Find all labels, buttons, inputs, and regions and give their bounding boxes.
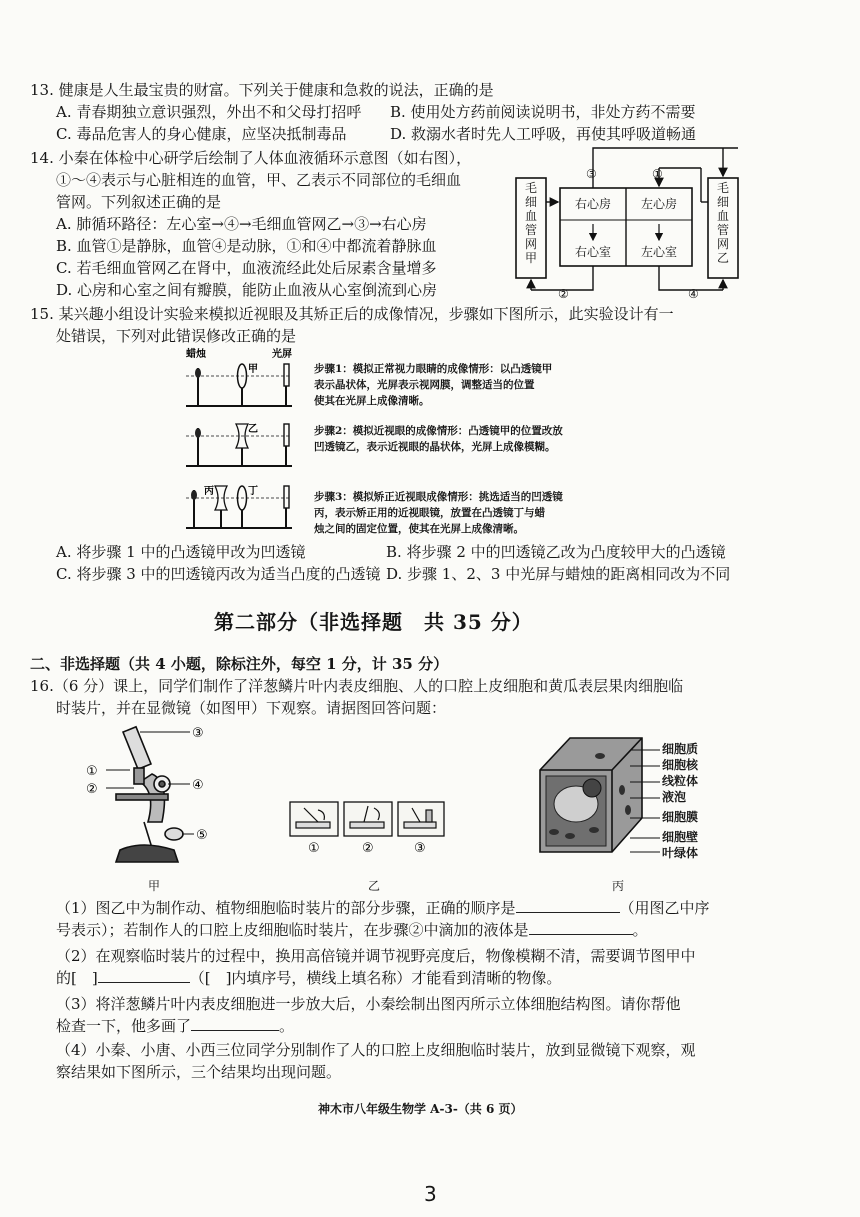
q15-stem-line1: 15. 某兴趣小组设计实验来模拟近视眼及其矫正后的成像情况，步骤如下图所示，此实验设计有一 [30, 305, 674, 323]
q16-p3-line2: 检查一下，他多画了 。 [56, 1017, 295, 1035]
svg-text:网: 网 [524, 237, 538, 251]
q13-option-d: D. 救溺水者时先人工呼吸，再使其呼吸道畅通 [390, 125, 697, 143]
microscope-part-1: ① [86, 764, 98, 779]
q16-p4-line2: 察结果如下图所示，三个结果均出现问题。 [56, 1063, 342, 1081]
q15-option-b: B. 将步骤 2 中的凹透镜乙改为凸度较甲大的凸透镜 [386, 543, 726, 561]
q16-p1-line2: 号表示）；若制作人的口腔上皮细胞临时装片，在步骤②中滴加的液体是 。 [56, 921, 648, 939]
slide-step-1: ① [308, 841, 320, 856]
q14-stem-line1: 14. 小秦在体检中心研学后绘制了人体血液循环示意图（如右图）， [30, 149, 472, 167]
q14-option-a: A. 肺循环路径：左心室→④→毛细血管网乙→③→右心房 [56, 215, 427, 233]
q14-option-c: C. 若毛细血管网乙在肾中，血液流经此处后尿素含量增多 [56, 259, 437, 277]
svg-text:细: 细 [716, 195, 730, 209]
step2-line2: 凹透镜乙，表示近视眼的晶状体，光屏上成像模糊。 [314, 441, 556, 453]
candle-label: 蜡烛 [186, 349, 206, 360]
fig-bing-caption: 丙 [612, 879, 625, 893]
step3-setup [186, 484, 292, 528]
cell-label-nucleus: 细胞核 [662, 758, 699, 772]
page-number: 3 [424, 1182, 437, 1206]
q13-option-c: C. 毒品危害人的身心健康，应坚决抵制毒品 [56, 125, 347, 143]
q15-option-a: A. 将步骤 1 中的凸透镜甲改为凹透镜 [56, 543, 306, 561]
q16-p1-line1: （1）图乙中为制作动、植物细胞临时装片的部分步骤，正确的顺序是 （用图乙中序 [56, 899, 710, 917]
slide-step-2: ② [362, 841, 374, 856]
slide-step-3: ③ [414, 841, 426, 856]
cell-label-cytoplasm: 细胞质 [662, 742, 699, 756]
fig-yi-caption: 乙 [368, 879, 381, 893]
svg-text:血: 血 [716, 209, 730, 223]
q13-option-b: B. 使用处方药前阅读说明书，非处方药不需要 [390, 103, 696, 121]
svg-text:乙: 乙 [716, 251, 730, 265]
vessel-4-label: ④ [688, 287, 699, 301]
right-atrium-label: 右心房 [574, 197, 612, 211]
q16-blank-4[interactable] [191, 1016, 279, 1031]
slide-steps-figure [286, 798, 446, 858]
step1-line2: 表示晶状体，光屏表示视网膜，调整适当的位置 [314, 379, 535, 391]
q14-stem-line3: 管网。下列叙述正确的是 [56, 193, 222, 211]
microscope-figure [82, 722, 222, 872]
cell-label-wall: 细胞壁 [662, 830, 699, 844]
q15-option-d: D. 步骤 1、2、3 中光屏与蜡烛的距离相同改为不同 [386, 565, 731, 583]
svg-text:管: 管 [716, 223, 730, 237]
q15-stem-line2: 处错误，下列对此错误修改正确的是 [56, 327, 297, 345]
svg-text:网: 网 [716, 237, 730, 251]
left-ventricle-label: 左心室 [640, 245, 678, 259]
part2-title: 第二部分（非选择题 共 35 分） [214, 610, 533, 634]
q16-blank-2[interactable] [529, 920, 633, 935]
optics-setup-diagrams [180, 346, 308, 536]
q16-p3-line1: （3）将洋葱鳞片叶内表皮细胞进一步放大后，小秦绘制出图丙所示立体细胞结构图。请你帮他 [56, 995, 681, 1013]
step2-setup [186, 423, 292, 466]
microscope-part-5: ⑤ [196, 828, 208, 843]
cell-label-mitochondria: 线粒体 [662, 774, 699, 788]
microscope-part-4: ④ [192, 778, 204, 793]
svg-text:血: 血 [524, 209, 538, 223]
blood-circulation-diagram [508, 140, 758, 302]
lens-ding-label: 丁 [248, 486, 258, 497]
q13-stem: 13. 健康是人生最宝贵的财富。下列关于健康和急救的说法，正确的是 [30, 81, 494, 99]
fig-jia-caption: 甲 [148, 879, 161, 893]
right-ventricle-label: 右心室 [574, 245, 612, 259]
lens-bing-label: 丙 [204, 486, 214, 497]
q14-option-d: D. 心房和心室之间有瓣膜，能防止血液从心室倒流到心房 [56, 281, 438, 299]
svg-text:细: 细 [524, 195, 538, 209]
step3-line1: 步骤3：模拟矫正近视眼成像情形：挑选适当的凹透镜 [314, 491, 563, 503]
vessel-2-label: ② [558, 287, 569, 301]
q16-stem-line1: 16.（6 分）课上，同学们制作了洋葱鳞片叶内表皮细胞、人的口腔上皮细胞和黄瓜表层果肉细胞临 [30, 677, 684, 695]
q16-stem-line2: 时装片，并在显微镜（如图甲）下观察。请据图回答问题： [56, 699, 447, 717]
q13-option-a: A. 青春期独立意识强烈，外出不和父母打招呼 [56, 103, 362, 121]
vessel-3-label: ③ [586, 167, 597, 181]
lens-yi-label: 乙 [248, 424, 258, 435]
svg-text:毛: 毛 [716, 181, 730, 195]
cell-label-membrane: 细胞膜 [662, 810, 699, 824]
part2-heading: 二、非选择题（共 4 小题，除标注外，每空 1 分，计 35 分） [30, 655, 449, 673]
q16-blank-1[interactable] [516, 898, 620, 913]
step1-setup [186, 363, 292, 406]
step1-line3: 使其在光屏上成像清晰。 [314, 395, 430, 407]
svg-text:甲: 甲 [524, 251, 538, 265]
cell-label-leaders [630, 740, 662, 860]
svg-text:管: 管 [524, 223, 538, 237]
vessel-1-label: ① [652, 167, 663, 181]
step1-line1: 步骤1：模拟正常视力眼睛的成像情形：以凸透镜甲 [314, 363, 553, 375]
microscope-part-2: ② [86, 782, 98, 797]
q16-p4-line1: （4）小秦、小唐、小西三位同学分别制作了人的口腔上皮细胞临时装片，放到显微镜下观察，观 [56, 1041, 696, 1059]
cell-label-chloroplast: 叶绿体 [662, 846, 699, 860]
capillary-jia-c1: 毛 [524, 181, 538, 195]
left-atrium-label: 左心房 [640, 197, 678, 211]
q14-stem-line2: ①～④表示与心脏相连的血管，甲、乙表示不同部位的毛细血 [56, 171, 462, 189]
page-footer: 神木市八年级生物学 A-3-（共 6 页） [318, 1102, 523, 1116]
q16-p2-line1: （2）在观察临时装片的过程中，换用高倍镜并调节视野亮度后，物像模糊不清，需要调节图甲中 [56, 947, 696, 965]
step3-line3: 烛之间的固定位置，使其在光屏上成像清晰。 [314, 523, 524, 535]
microscope-part-3: ③ [192, 726, 204, 741]
q14-option-b: B. 血管①是静脉，血管④是动脉，①和④中都流着静脉血 [56, 237, 437, 255]
q16-blank-3[interactable] [98, 968, 190, 983]
q15-option-c: C. 将步骤 3 中的凹透镜丙改为适当凸度的凸透镜 [56, 565, 381, 583]
screen-label: 光屏 [272, 349, 292, 360]
step2-line1: 步骤2：模拟近视眼的成像情形：凸透镜甲的位置改放 [314, 425, 563, 437]
step3-line2: 丙，表示矫正用的近视眼镜，放置在凸透镜丁与蜡 [314, 507, 545, 519]
q16-p2-line2: 的[ ] （[ ]内填序号，横线上填名称）才能看到清晰的物像。 [56, 969, 562, 987]
cell-label-vacuole: 液泡 [662, 790, 687, 804]
lens-jia-label: 甲 [248, 364, 258, 375]
